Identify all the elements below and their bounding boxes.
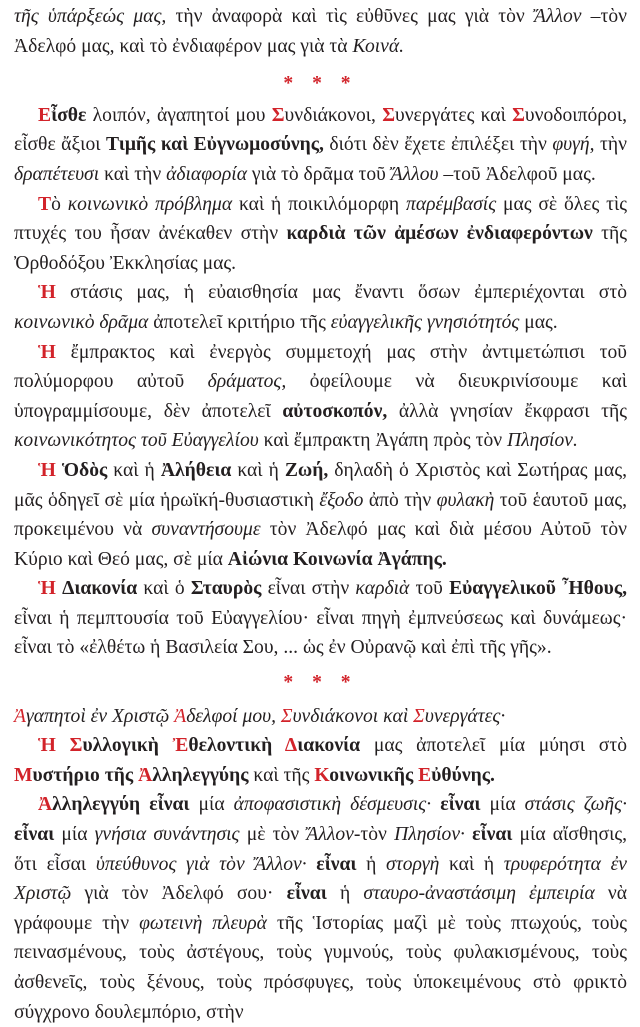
red-initial: Σ xyxy=(512,104,525,126)
paragraph-p7 xyxy=(14,702,627,732)
text-run xyxy=(307,854,317,875)
italic-text: Ἄλλον xyxy=(534,6,582,27)
text-run: εἶναι στὴν xyxy=(261,578,356,600)
text-run: τὸν Ἀδελφό μας καὶ διὰ μέσου Αὐτοῦ τὸν Κύριο καὶ Θεό μας, σὲ μία xyxy=(14,519,627,570)
text-run: τοῦ xyxy=(409,578,450,600)
italic-text: δελφοί μου, xyxy=(186,705,281,727)
italic-text: φυλακὴ xyxy=(436,489,495,511)
bold-text: υστήριο τῆς xyxy=(32,764,139,786)
bold-text: αὐτοσκοπόν, xyxy=(282,400,388,422)
text-run: καὶ τῆς xyxy=(248,764,315,786)
text-run: υνεργάτες καὶ xyxy=(395,104,513,126)
bold-text: εἶναι xyxy=(286,883,327,905)
italic-text: στοργὴ xyxy=(386,853,440,875)
red-initial: Ἡ xyxy=(38,459,56,481)
bold-text: ὐθύνης. xyxy=(431,764,495,786)
text-run: καὶ ὁ xyxy=(137,578,191,600)
text-run: ἀλλὰ γνησίαν ἔκφρασι τῆς xyxy=(387,400,628,422)
italic-text: Ἄλλου xyxy=(390,163,439,185)
red-initial: Ἐ xyxy=(172,735,189,757)
bold-text: καρδιὰ τῶν ἀμέσων ἐνδιαφερόντων xyxy=(286,223,593,245)
italic-text: ἀδιαφορία xyxy=(166,163,247,185)
text-run: μας. xyxy=(519,311,558,333)
text-run: μία xyxy=(480,794,525,816)
italic-text: γαπητοὶ ἐν Χριστῷ xyxy=(25,705,175,727)
paragraph-p4 xyxy=(14,338,627,456)
italic-text: καρδιὰ xyxy=(355,578,410,600)
bold-text: ἶσθε xyxy=(51,104,87,126)
text-run: υνδιάκονοι, xyxy=(284,104,383,126)
paragraph-p9 xyxy=(14,790,627,1027)
text-run: στάσις μας, ἡ εὐαισθησία μας ἔναντι ὅσων ἐμπεριέχονται στὸ xyxy=(55,282,627,304)
bold-text: εἶναι xyxy=(316,853,357,875)
text-run: ἡ xyxy=(356,853,387,875)
text-run: ἔμπρακτος καὶ ἐνεργὸς συμμετοχή μας στὴν ἀντιμετώπισι τοῦ πολύμορφου αὐτοῦ xyxy=(14,341,627,393)
text-run: μας σὲ ὅλες τὶς πτυχές του ἦσαν ἀνέκαθεν στὴν xyxy=(14,193,627,245)
italic-text: υνεργάτες· xyxy=(424,705,506,727)
italic-text: κοινωνικὸ δρᾶμα xyxy=(14,311,149,333)
text-run: νὰ γράφουμε τὴν xyxy=(14,883,628,934)
text-run: δηλαδὴ ὁ Χριστὸς καὶ Σωτήρας μας, μᾶς ὁδηγεῖ σὲ μία ἡρωϊκή-θυσιαστικὴ xyxy=(14,459,627,511)
paragraph-p8 xyxy=(14,731,627,790)
text-run xyxy=(56,735,70,756)
text-run: –τοῦ Ἀδελφοῦ μας. xyxy=(438,163,596,185)
red-initial: Ἡ xyxy=(38,735,56,757)
text-run: ἀπὸ τὴν xyxy=(363,489,437,511)
section-gap xyxy=(14,663,627,667)
text-run: –τὸν Ἀδελφό μας, καὶ τὸ ἐνδιαφέρον μας γιὰ τὰ xyxy=(14,6,627,57)
section-separator: * * * xyxy=(283,73,358,95)
bold-text: εἶναι xyxy=(472,824,513,846)
text-run: τοῦ ἑαυτοῦ μας, προκειμένου νὰ xyxy=(14,489,627,541)
bold-text: Διακονία xyxy=(62,578,138,600)
italic-text: φυγή, xyxy=(552,134,595,156)
paragraph-p6 xyxy=(14,574,627,663)
italic-text: ἀποφασιστικὴ δέσμευσις· xyxy=(233,794,432,816)
text-run: μὲ τὸν xyxy=(239,824,307,846)
bold-text: λληλεγγύης xyxy=(152,764,249,786)
italic-text: τρυφερότητα ἐν Χριστῷ xyxy=(14,853,628,905)
bold-text: εἶναι xyxy=(14,824,55,846)
text-run: λοιπόν, ἀγαπητοί μου xyxy=(86,104,272,126)
text-run: καὶ ἡ xyxy=(439,853,504,875)
red-initial: Σ xyxy=(69,735,83,757)
bold-text: Σταυρὸς xyxy=(190,578,262,600)
paragraph-p2 xyxy=(14,190,627,279)
text-run: ἡ xyxy=(326,883,364,905)
bold-text: Εὐαγγελικοῦ Ἦθους, xyxy=(449,578,628,600)
red-initial: Ἀ xyxy=(174,705,187,727)
red-initial: Μ xyxy=(14,764,33,786)
italic-text: Ἄλλον xyxy=(306,824,354,846)
red-initial: Σ xyxy=(271,104,285,126)
bold-text: θελοντικὴ xyxy=(188,735,285,757)
italic-text: υνδιάκονοι καὶ xyxy=(292,705,414,727)
italic-text: δραπέτευσι xyxy=(14,163,100,185)
text-run: μία xyxy=(189,794,234,816)
red-initial: Κ xyxy=(314,764,330,786)
italic-text: παρέμβασίς xyxy=(406,193,497,215)
text-run: καὶ τὴν xyxy=(99,163,167,185)
italic-text: τῆς ὑπάρξεώς μας, xyxy=(14,6,167,27)
text-run: καὶ ἔμπρακτη Ἀγάπη πρὸς τὸν xyxy=(258,430,508,452)
paragraph-p5 xyxy=(14,456,627,574)
text-run: ἀποτελεῖ κριτήριο τῆς xyxy=(148,311,331,333)
italic-text: κοινωνικότητος τοῦ Εὐαγγελίου xyxy=(14,430,259,452)
red-initial: Σ xyxy=(382,104,395,126)
red-initial: Ἀ xyxy=(138,764,153,786)
italic-text: ἔξοδο xyxy=(319,489,364,511)
bold-text: Ὁδὸς xyxy=(61,459,108,481)
bold-text: Αἰώνια Κοινωνία Ἀγάπης. xyxy=(227,548,447,570)
italic-text: Κοινά. xyxy=(352,35,405,57)
red-initial: Ἀ xyxy=(38,794,53,816)
bold-text: οινωνικῆς xyxy=(329,764,419,786)
text-run: τῆς Ἱστορίας μαζὶ μὲ τοὺς πτωχούς, τοὺς πεινασμένους, τοὺς ἀστέγους, τοὺς γυμνούς, τοὺς φυλακισμένους, τοὺς ἀσθενεῖς, τοὺς ξένους, τοὺς πρόσφυγες, τοὺς ὑποκειμένους στὸ φρικτὸ σύγχρονο δουλεμπόριο, στὴν xyxy=(14,912,627,1023)
red-initial: Ε xyxy=(418,764,432,786)
text-run: καὶ ἡ ποικιλόμορφη xyxy=(232,193,406,215)
text-run: υνοδοιπόροι, εἶσθε ἄξιοι xyxy=(14,104,627,156)
text-run: διότι δὲν ἔχετε ἐπιλέξει τὴν xyxy=(323,134,553,156)
text-run: καὶ ἡ xyxy=(231,459,285,481)
paragraph-p0 xyxy=(14,2,627,61)
italic-text: δράματος, xyxy=(207,371,287,393)
italic-text: ὑπεύθυνος γιὰ τὸν Ἄλλον· xyxy=(95,853,307,875)
text-run: ὸ xyxy=(51,193,68,215)
italic-text: φωτεινὴ πλευρὰ xyxy=(139,912,267,934)
text-run: καὶ ἡ xyxy=(107,459,161,481)
italic-text: γνήσια συνάντησις xyxy=(94,824,240,846)
bold-text: Τιμῆς καὶ Εὐγνωμοσύνης, xyxy=(106,134,324,156)
italic-text: κοινωνικὸ πρόβλημα xyxy=(67,193,233,215)
red-initial: Δ xyxy=(284,735,298,757)
bold-text: Ἀλήθεια xyxy=(160,459,232,481)
italic-text: σταυρο-ἀναστάσιμη ἐμπειρία xyxy=(363,883,595,905)
section-separator: * * * xyxy=(283,672,358,694)
text-run: γιὰ τὸ δρᾶμα τοῦ xyxy=(247,163,391,185)
text-run: τὴν xyxy=(594,134,628,156)
text-run: μία αἴσθησις, ὅτι εἶσαι xyxy=(14,824,627,875)
red-initial: Σ xyxy=(413,705,425,727)
paragraph-p1 xyxy=(14,101,627,190)
paragraph-p3 xyxy=(14,278,627,337)
italic-text: συναντήσουμε xyxy=(151,519,261,541)
bold-text: υλλογικὴ xyxy=(82,735,173,757)
italic-text: στάσις ζωῆς· xyxy=(524,794,627,816)
bold-text: ιακονία xyxy=(297,735,361,757)
text-run: τῆς Ὀρθοδόξου Ἐκκλησίας μας. xyxy=(14,223,627,274)
red-initial: Ἡ xyxy=(38,282,56,304)
italic-text: Πλησίον. xyxy=(507,430,578,452)
italic-text: εὐαγγελικῆς γνησιότητός xyxy=(330,311,520,333)
red-initial: Σ xyxy=(280,705,293,727)
text-run: τὴν ἀναφορὰ καὶ τὶς εὐθῦνες μας γιὰ τὸν xyxy=(166,6,535,27)
bold-text: Ζωή, xyxy=(284,459,329,481)
bold-text: λληλεγγύη εἶναι xyxy=(52,794,190,816)
italic-text: Πλησίον· xyxy=(394,824,465,846)
red-initial: Ἀ xyxy=(14,705,26,727)
text-run: μας ἀποτελεῖ μία μύησι στὸ xyxy=(360,735,627,757)
text-run: γιὰ τὸν Ἀδελφό σου· xyxy=(71,883,287,905)
red-initial: Τ xyxy=(38,193,52,215)
red-initial: Ἡ xyxy=(38,578,56,600)
text-run xyxy=(431,794,440,815)
red-initial: Ἡ xyxy=(38,341,56,363)
text-run: εἶναι ἡ πεμπτουσία τοῦ Εὐαγγελίου· εἶναι πηγὴ ἐμπνεύσεως καὶ δυνάμεως· εἶναι τὸ «ἐλθέτω ἡ Βασιλεία Σου, ... ὡς ἐν Οὐρανῷ καὶ ἐπὶ τῆς γῆς». xyxy=(14,607,627,659)
text-run: -τὸν xyxy=(353,824,395,846)
red-initial: Ε xyxy=(38,104,52,126)
text-run: μία xyxy=(54,824,95,846)
text-run: ὀφείλουμε νὰ διευκρινίσουμε καὶ ὑπογραμμίσουμε, δὲν ἀποτελεῖ xyxy=(14,371,627,422)
bold-text: εἶναι xyxy=(440,794,481,816)
